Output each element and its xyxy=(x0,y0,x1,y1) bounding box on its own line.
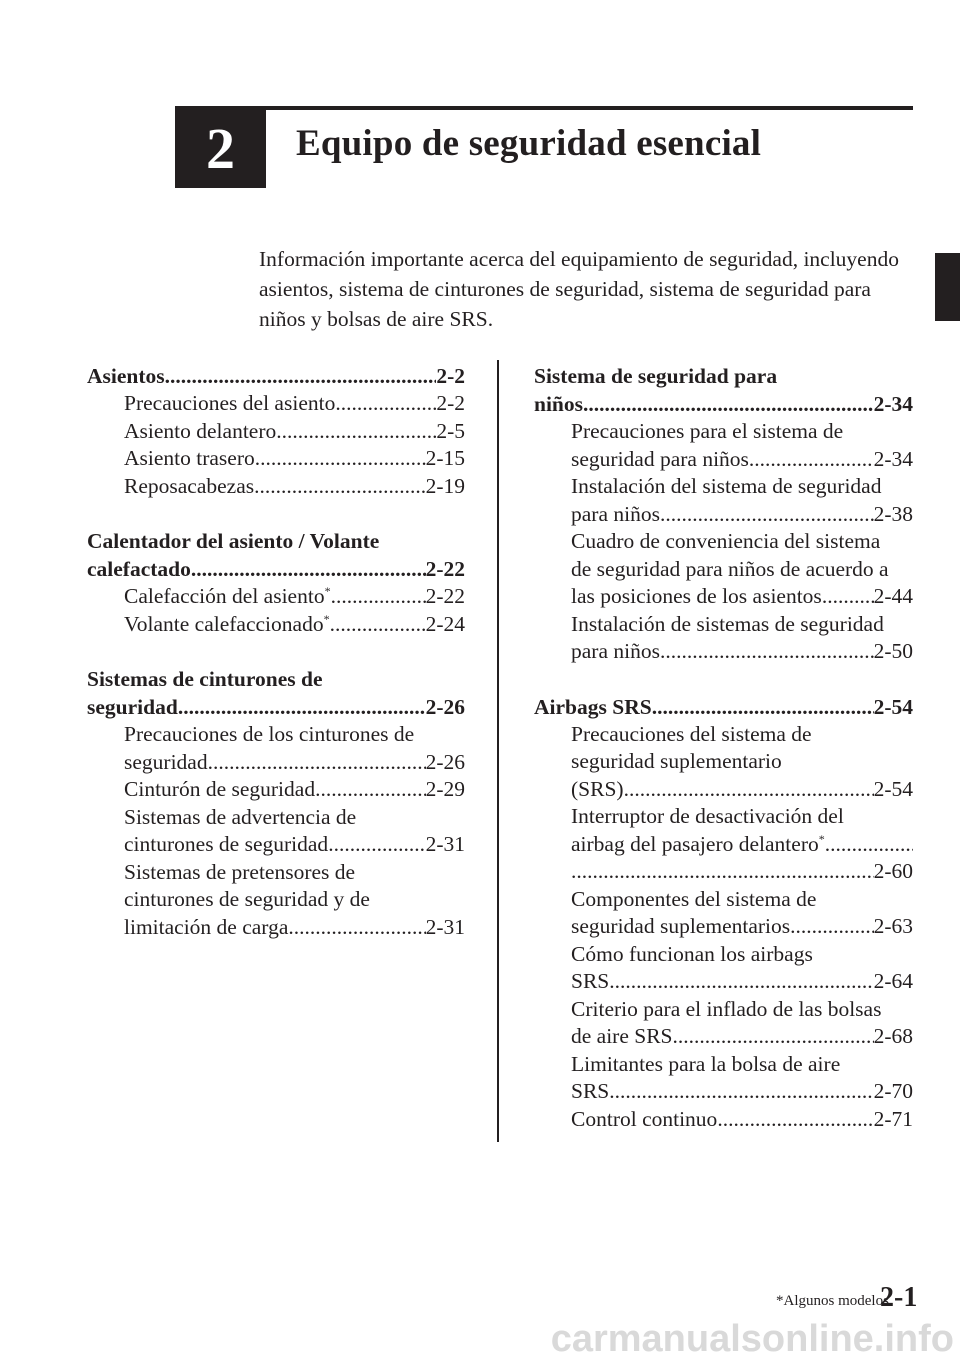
toc-section-title[interactable] xyxy=(87,362,465,390)
toc-entry[interactable]: Asiento trasero ..... 2-15 xyxy=(87,445,465,473)
toc-entry[interactable]: Instalación del sistema de seguridad para niños ..... 2-38 xyxy=(534,473,913,528)
chapter-top-rule xyxy=(175,106,913,110)
toc-entry[interactable]: Precauciones del sistema de seguridad suplementario (SRS) ..... 2-54 xyxy=(534,721,913,804)
section-title-line: Calentador del asiento / Volante xyxy=(87,529,380,553)
toc-entry[interactable]: Cinturón de seguridad ..... 2-29 xyxy=(87,776,465,804)
footnote-star: * xyxy=(818,831,825,846)
page-number: 2-1 xyxy=(880,1282,918,1313)
toc-left-column xyxy=(87,362,465,968)
watermark: carmanualsonline.info xyxy=(550,1318,954,1360)
toc-section-title[interactable]: Calentador del asiento / Volante calefactado ..... 2-22 xyxy=(87,527,465,583)
footnote-star: * xyxy=(776,1293,784,1309)
toc-section-cinturones xyxy=(87,665,465,941)
section-title-line: Sistema de seguridad para xyxy=(534,364,778,388)
toc-section-ninos xyxy=(534,362,913,666)
toc-entry[interactable]: Precauciones del asiento ..... 2-2 xyxy=(87,390,465,418)
toc-entry[interactable]: Precauciones para el sistema de seguridad para niños ..... 2-34 xyxy=(534,418,913,473)
chapter-intro: Información importante acerca del equipamiento de seguridad, incluyendo asientos, sistema de cinturones de seguridad, sistema de seguridad para niños y bolsas de aire SRS. xyxy=(259,247,899,331)
toc-entry[interactable]: Sistemas de pretensores de cinturones de seguridad y de limitación de carga ..... 2-31 xyxy=(87,859,465,942)
toc-section-title[interactable]: Sistemas de cinturones de seguridad ..... 2-26 xyxy=(87,665,465,721)
toc-entry[interactable]: Instalación de sistemas de seguridad para niños ..... 2-50 xyxy=(534,611,913,666)
footnote-legend: *Algunos modelos xyxy=(776,1293,889,1309)
chapter-title: Equipo de seguridad esencial xyxy=(296,123,762,164)
chapter-number: 2 xyxy=(206,115,235,181)
chapter-side-tab xyxy=(935,253,960,321)
toc-section-calentador xyxy=(87,527,465,638)
toc-right-column xyxy=(534,362,913,1160)
toc-entry[interactable]: Criterio para el inflado de las bolsas de aire SRS ..... 2-68 xyxy=(534,996,913,1051)
footnote-star: * xyxy=(323,611,330,626)
toc-section-asientos xyxy=(87,362,465,500)
toc-entry[interactable]: Componentes del sistema de seguridad suplementarios ..... 2-63 xyxy=(534,886,913,941)
toc-entry[interactable]: Limitantes para la bolsa de aire SRS ..... 2-70 xyxy=(534,1051,913,1106)
toc-entry[interactable]: Asiento delantero ..... 2-5 xyxy=(87,418,465,446)
footnote-star: * xyxy=(324,583,331,598)
toc-entry[interactable]: Volante calefaccionado* ..... 2-24 xyxy=(87,611,465,639)
column-divider xyxy=(497,360,499,1142)
toc-entry[interactable]: Control continuo ..... 2-71 xyxy=(534,1106,913,1134)
section-title-line: Sistemas de cinturones de xyxy=(87,667,323,691)
toc-entry[interactable]: Cómo funcionan los airbags SRS ..... 2-64 xyxy=(534,941,913,996)
section-title-text: Asientos xyxy=(87,364,165,388)
toc-section-title[interactable]: Sistema de seguridad para niños ..... 2-34 xyxy=(534,362,913,418)
section-page: 2-2 xyxy=(436,364,465,388)
toc-section-title[interactable]: Airbags SRS ..... 2-54 xyxy=(534,693,913,721)
toc-entry[interactable]: Reposacabezas ..... 2-19 xyxy=(87,473,465,501)
toc-entry[interactable]: Sistemas de advertencia de cinturones de seguridad ..... 2-31 xyxy=(87,804,465,859)
chapter-number-box xyxy=(175,108,266,188)
toc-entry[interactable]: Calefacción del asiento* ..... 2-22 xyxy=(87,583,465,611)
toc-entry[interactable]: Interruptor de desactivación del airbag del pasajero delantero* ..... ..... 2-60 xyxy=(534,803,913,886)
toc-section-airbags xyxy=(534,693,913,1134)
toc-entry[interactable]: Cuadro de conveniencia del sistema de seguridad para niños de acuerdo a las posiciones de los asientos ..... 2-44 xyxy=(534,528,913,611)
toc-entry[interactable]: Precauciones de los cinturones de seguridad ..... 2-26 xyxy=(87,721,465,776)
